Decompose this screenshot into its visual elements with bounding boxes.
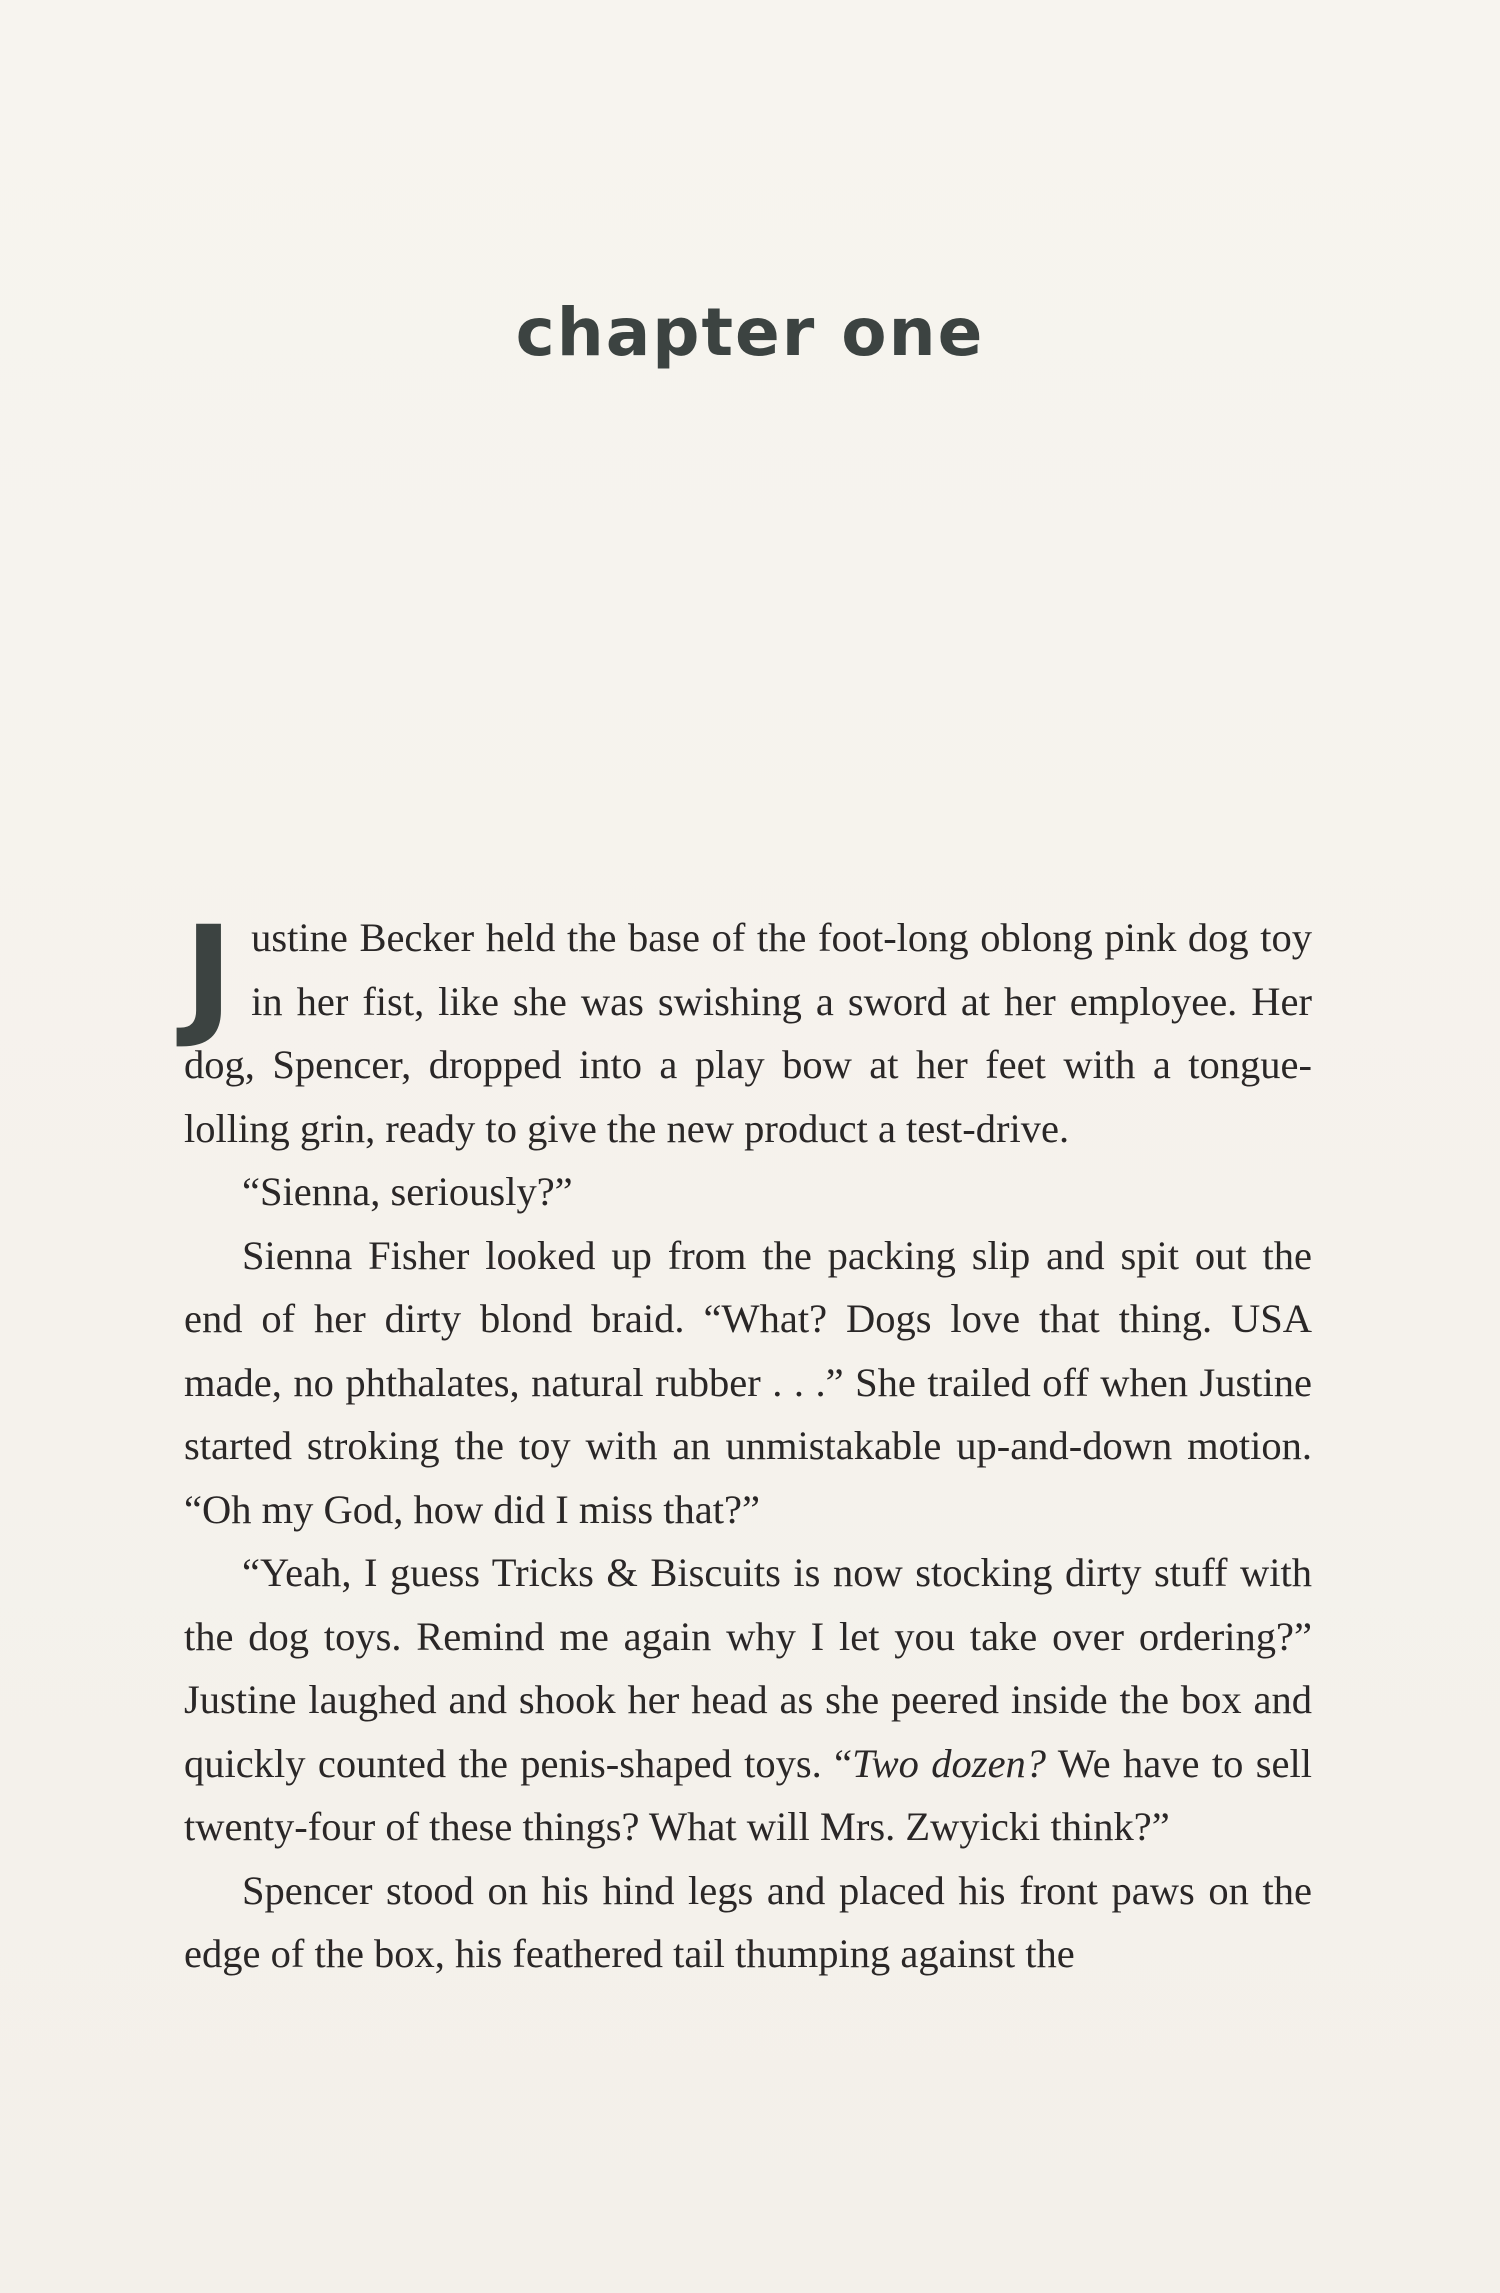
paragraph-1 [184, 898, 1312, 1160]
paragraph-2: “Sienna, seriously?” [242, 1169, 573, 1214]
paragraph-5: Spencer stood on his hind legs and placed his front paws on the edge of the box, his feathered tail thumping against the [184, 1867, 1312, 1976]
paragraph-4-text-a: “Yeah, I guess Tricks & Biscuits is now stocking dirty stuff with the dog toys. Remind me again why I let you take over ordering?” Justine laughed and shook her head as she peered inside the box and quickly counted the penis-shaped toys. “ [184, 1550, 1312, 1786]
paragraph-4-text-b: We have to sell twenty-four of these things? What will Mrs. Zwyicki think?” [184, 1740, 1312, 1849]
chapter-title: chapter one [515, 294, 985, 371]
drop-cap: J [184, 898, 234, 1052]
paragraph-1-text: ustine Becker held the base of the foot-long oblong pink dog toy in her fist, like she was swishing a sword at her employee. Her dog, Spencer, dropped into a play bow at her feet with a tongue-lolling grin, ready to give the new product a test-drive. [184, 915, 1312, 1151]
paragraph-4-emphasis: Two dozen? [852, 1740, 1047, 1786]
paragraph-4 [184, 1541, 1312, 1859]
paragraph-3: Sienna Fisher looked up from the packing slip and spit out the end of her dirty blond braid. “What? Dogs love that thing. USA made, no phthalates, natural rubber . . .” She trailed off when Justine started stroking the toy with an unmistakable up-and-down motion. “Oh my God, how did I miss that?” [184, 1232, 1312, 1532]
chapter-body [184, 898, 1312, 1986]
